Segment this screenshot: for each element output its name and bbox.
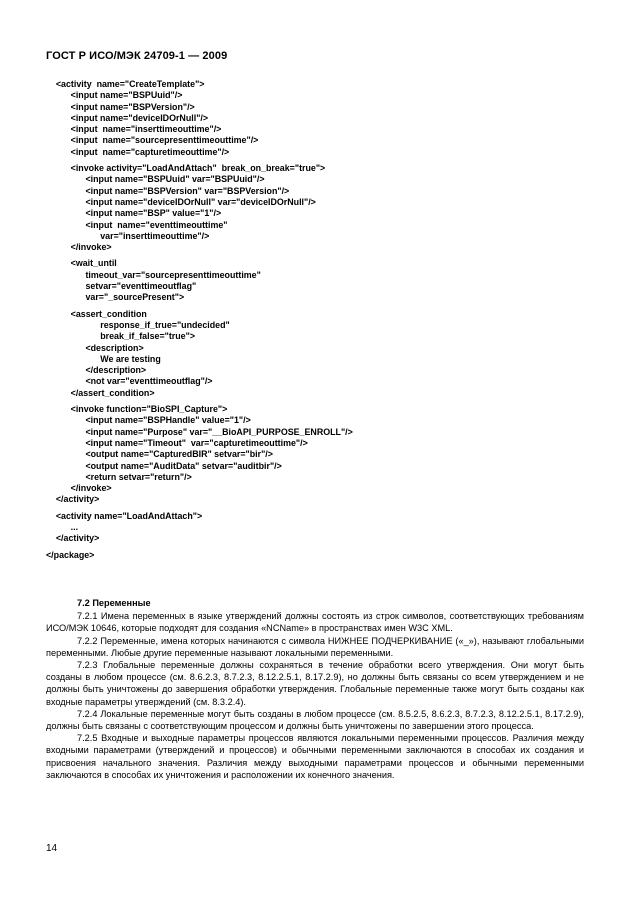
code-line: <invoke function="BioSPI_Capture"> [46,404,228,415]
code-line: We are testing [46,353,161,364]
xml-code-listing [46,79,606,561]
page-number: 14 [46,843,58,854]
code-line: var="_sourcePresent"> [46,292,185,303]
code-line: timeout_var="sourcepresenttimeouttime" [46,269,261,280]
code-line: </package> [46,549,95,560]
code-line: </invoke> [46,483,112,494]
code-line: <wait_until [46,258,117,269]
code-line: </description> [46,365,147,376]
code-line: </activity> [46,533,100,544]
paragraph-7-2-5: 7.2.5 Входные и выходные параметры процессов являются локальными переменными процессов. Различия между входными параметрами (утверждений и процессов) и обычными переменными заключаются в способах их создания и присвоения начального значения. Различия между выходными параметрами процессов и обычными переменными заключаются в способах их уничтожения и расположении их конечного значения. [46,733,584,780]
paragraph-7-2-4: 7.2.4 Локальные переменные могут быть созданы в любом процессе (см. 8.5.2.5, 8.6.2.3, 8.7.2.3, 8.12.2.5.1, 8.17.2.9), должны быть связаны с соответствующим процессом и должны быть уничтожены по завершении этого процесса. [46,708,584,732]
code-line: <input name="deviceIDOrNull"/> [46,112,209,123]
code-line: <input name="sourcepresenttimeouttime"/> [46,135,259,146]
code-line: <input name="BSP" value="1"/> [46,208,222,219]
code-line: <input name="Timeout" var="capturetimeouttime"/> [46,437,308,448]
code-line: </activity> [46,494,100,505]
code-line: <invoke activity="LoadAndAttach" break_on_break="true"> [46,163,326,174]
code-line: <assert_condition [46,308,147,319]
section-variables [46,597,584,781]
code-line: </assert_condition> [46,387,155,398]
code-line: var="inserttimeouttime"/> [46,230,210,241]
code-line: <not var="eventtimeoutflag"/> [46,376,213,387]
code-line: ... [46,521,79,532]
code-line: <input name="Purpose" var="__BioAPI_PURPOSE_ENROLL"/> [46,426,353,437]
code-line: <input name="inserttimeouttime"/> [46,124,222,135]
paragraph-7-2-1: 7.2.1 Имена переменных в языке утверждений должны состоять из строк символов, соответствующих требованиям ИСО/МЭК 10646, которые подходят для создания «NCName» в пространствах имен W3C XML. [46,611,584,634]
code-line: setvar="eventtimeoutflag" [46,281,197,292]
code-line: <input name="eventtimeouttime" [46,219,228,230]
code-line: <input name="BSPHandle" value="1"/> [46,415,251,426]
document-header: ГОСТ Р ИСО/МЭК 24709-1 — 2009 [46,50,228,62]
code-line: <description> [46,342,144,353]
code-line: <input name="BSPVersion"/> [46,101,195,112]
code-line: <activity name="LoadAndAttach"> [46,510,203,521]
code-line: response_if_true="undecided" [46,319,230,330]
code-line: <input name="deviceIDOrNull" var="deviceIDOrNull"/> [46,196,316,207]
code-line: </invoke> [46,242,112,253]
paragraph-7-2-2: 7.2.2 Переменные, имена которых начинаются с символа НИЖНЕЕ ПОДЧЕРКИВАНИЕ («_»), называют глобальными переменными. Любые другие переменные называют локальными переменными. [46,635,584,658]
code-line: <activity name="CreateTemplate"> [46,79,205,89]
code-line: <output name="AuditData" setvar="auditbir"/> [46,460,282,471]
code-line: <output name="CapturedBIR" setvar="bir"/> [46,449,273,460]
paragraph-7-2-3: 7.2.3 Глобальные переменные должны сохраняться в течение обработки всего утверждения. Они могут быть созданы в любом процессе (см. 8.6.2.3, 8.7.2.3, 8.12.2.5.1, 8.17.2.9), но должны быть связаны со всем утверждением и не должны быть уничтожены до завершения обработки утверждения. Глобальные переменные также могут быть созданы как входные параметры утверждений (см. 8.3.2.4). [46,660,584,707]
code-line: <input name="BSPVersion" var="BSPVersion"/> [46,185,290,196]
code-line: <input name="capturetimeouttime"/> [46,146,230,157]
section-title: 7.2 Переменные [77,598,151,608]
code-line: break_if_false="true"> [46,331,195,342]
code-line: <input name="BSPUuid"/> [46,90,183,101]
code-line: <return setvar="return"/> [46,471,192,482]
code-line: <input name="BSPUuid" var="BSPUuid"/> [46,174,265,185]
